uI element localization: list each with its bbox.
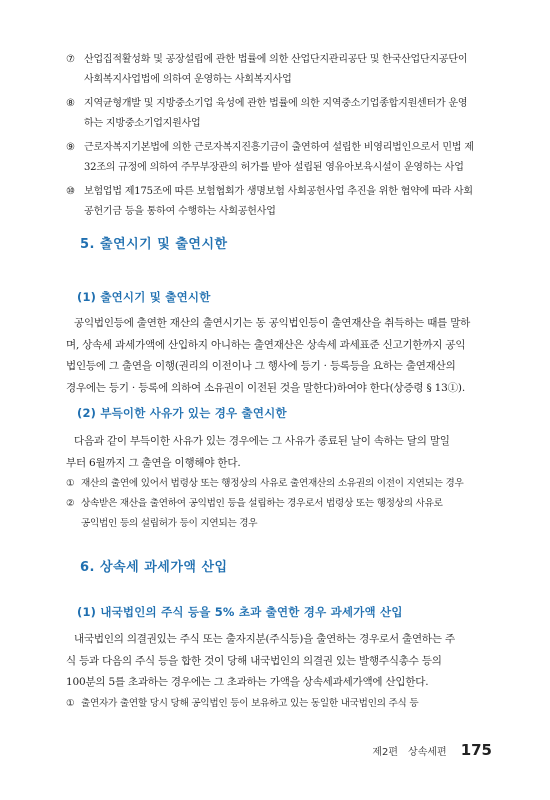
subsection-heading: (1) 내국법인의 주식 등을 5% 초과 출연한 경우 과세가액 산입 [77, 605, 403, 619]
paragraph-line: 법인등에 그 출연을 이행(권리의 이전이나 그 행사에 등기 · 등록등을 요하는 출연재산의 [66, 360, 456, 372]
subsection-heading: (2) 부득이한 사유가 있는 경우 출연시한 [77, 406, 287, 420]
list-item-text: 재산의 출연에 있어서 법령상 또는 행정상의 사유로 출연재산의 소유권의 이전이 지연되는 경우 [81, 478, 464, 489]
list-item [66, 474, 491, 494]
list-item-text: 공헌기금 등을 통하여 수행하는 사회공헌사업 [84, 206, 276, 217]
list-item-text: 32조의 규정에 의하여 주무부장관의 허가를 받아 설립된 영유아보육시설이 운영하는 사업 [84, 162, 464, 173]
numbered-list [66, 694, 491, 714]
list-marker: ⑩ [66, 186, 75, 197]
paragraph [66, 431, 491, 474]
list-marker: ⑧ [66, 98, 75, 109]
paragraph-line: 100분의 5를 초과하는 경우에는 그 초과하는 가액을 상속세과세가액에 산입한다. [66, 676, 429, 688]
list-item [66, 694, 491, 714]
paragraph-line: 공익법인등에 출연한 재산의 출연시기는 동 공익법인등이 출연재산을 취득하는 때를 말하 [74, 317, 471, 329]
list-item [66, 138, 491, 178]
list-item-text: 산업집적활성화 및 공장설립에 관한 법률에 의한 산업단지관리공단 및 한국산업단지공단이 [84, 54, 468, 65]
list-item-text: 상속받은 재산을 출연하여 공익법인 등을 설립하는 경우로서 법령상 또는 행정상의 사유로 [81, 498, 443, 509]
list-item [66, 494, 491, 514]
page-number: 175 [460, 741, 492, 759]
list-item [66, 182, 491, 222]
list-item-text: 지역균형개발 및 지방중소기업 육성에 관한 법률에 의한 지역중소기업종합지원센터가 운영 [84, 98, 468, 109]
list-item-text: 하는 지방중소기업지원사업 [84, 118, 201, 129]
list-marker: ⑦ [66, 54, 75, 65]
list-item-text: 보험업법 제175조에 따른 보험협회가 생명보험 사회공헌사업 추진을 위한 협약에 따라 사회 [84, 186, 473, 197]
paragraph-line: 다음과 같이 부득이한 사유가 있는 경우에는 그 사유가 종료된 날이 속하는 달의 말일 [74, 435, 450, 447]
numbered-list [66, 474, 491, 534]
paragraph-line: 며, 상속세 과세가액에 산입하지 아니하는 출연재산은 상속세 과세표준 신고기한까지 공익 [66, 338, 466, 351]
list-item-text: 근로자복지기본법에 의한 근로자복지진흥기금이 출연하여 설립한 비영리법인으로서 민법 제 [84, 142, 474, 153]
paragraph-line: 내국법인의 의결권있는 주식 또는 출자지분(주식등)을 출연하는 경우로서 출연하는 주 [74, 633, 455, 645]
paragraph-line: 부터 6월까지 그 출연을 이행해야 한다. [66, 456, 241, 469]
list-marker: ① [66, 478, 75, 489]
list-item [66, 50, 491, 90]
section-heading: 5. 출연시기 및 출연시한 [80, 237, 228, 252]
list-item [66, 94, 491, 134]
paragraph [66, 313, 491, 399]
subsection-heading: (1) 출연시기 및 출연시한 [77, 290, 211, 304]
list-marker: ⑨ [66, 142, 75, 153]
list-item-text: 사회복지사업법에 의하여 운영하는 사회복지사업 [84, 74, 292, 85]
section-heading: 6. 상속세 과세가액 산입 [80, 560, 228, 575]
list-item-text: 출연자가 출연할 당시 당해 공익법인 등이 보유하고 있는 동일한 내국법인의 주식 등 [81, 698, 419, 709]
list-marker: ① [66, 698, 75, 709]
paragraph [66, 629, 491, 694]
footer-chapter: 제2편 [372, 747, 399, 758]
list-marker: ② [66, 498, 75, 509]
paragraph-line: 식 등과 다음의 주식 등을 합한 것이 당해 내국법인의 의결권 있는 발행주식총수 등의 [66, 654, 442, 667]
list-item-text: 공익법인 등의 설립허가 등이 지연되는 경우 [81, 518, 258, 529]
footer-section: 상속세편 [408, 747, 447, 758]
page-footer [372, 741, 492, 759]
paragraph-line: 경우에는 등기 · 등록에 의하여 소유권이 이전된 것을 말한다)하여야 한다(상증령 § 13①). [66, 381, 465, 394]
